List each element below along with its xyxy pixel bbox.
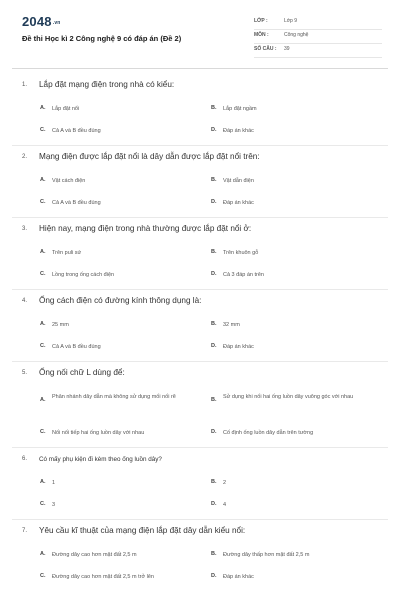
- question-text: Có mấy phụ kiện đi kèm theo ống luồn dây?: [39, 456, 162, 463]
- exam-title: Đề thi Học kì 2 Công nghệ 9 có đáp án (Đề 2): [22, 34, 182, 43]
- question-separator: [12, 447, 388, 448]
- header-divider: [12, 68, 388, 69]
- exam-header: [0, 0, 400, 70]
- meta-key: MÔN :: [254, 32, 269, 38]
- question-4: 4. Ống cách điện có đường kính thông dụng là: A. 25 mm B. 32 mm C. Cả A và B đều đúng D. Đáp án khác: [12, 296, 388, 362]
- meta-class: [254, 15, 382, 30]
- question-separator: [12, 145, 388, 146]
- question-text: Hiện nay, mạng điện trong nhà thường được lắp đặt nổi ở:: [39, 224, 252, 233]
- meta-question-count: [254, 43, 382, 58]
- question-number: 7.: [22, 528, 28, 534]
- meta-value: Lớp 9: [284, 18, 298, 24]
- meta-value: 39: [284, 46, 290, 52]
- question-number: 4.: [22, 298, 28, 304]
- meta-key: LỚP :: [254, 18, 268, 24]
- meta-key: SỐ CÂU :: [254, 46, 277, 52]
- question-number: 2.: [22, 154, 28, 160]
- question-5: 5. Ống nối chữ L dùng để: A. Phân nhánh dây dẫn mà không sử dụng mối nối rẽ B. Sử dụng khi nối hai ống luồn dây vuông góc với nhau C. Nối nối tiếp hai ống luồn dây với nhau D. Cố định ống luồn dây dẫn trên tường: [12, 368, 388, 448]
- question-2: 2. Mạng điện được lắp đặt nổi là dây dẫn được lắp đặt nổi trên: A. Vật cách điện B. Vật dẫn điện C. Cả A và B đều đúng D. Đáp án khác: [12, 152, 388, 218]
- question-separator: [12, 217, 388, 218]
- question-number: 5.: [22, 370, 28, 376]
- question-number: 1.: [22, 82, 28, 88]
- question-separator: [12, 289, 388, 290]
- question-text: Yêu cầu kĩ thuật của mạng điện lắp đặt dây dẫn kiểu nổi:: [39, 526, 246, 535]
- question-separator: [12, 519, 388, 520]
- meta-value: Công nghệ: [284, 32, 309, 38]
- meta-subject: [254, 29, 382, 44]
- question-text: Mạng điện được lắp đặt nổi là dây dẫn được lắp đặt nổi trên:: [39, 152, 260, 161]
- question-text: Ống cách điện có đường kính thông dụng là:: [39, 296, 202, 305]
- question-separator: [12, 361, 388, 362]
- question-text: Lắp đặt mạng điện trong nhà có kiểu:: [39, 80, 175, 89]
- question-number: 6.: [22, 456, 28, 462]
- question-7: 7. Yêu cầu kĩ thuật của mạng điện lắp đặt dây dẫn kiểu nổi: A. Đường dây cao hơn mặt đất 2,5 m B. Đường dây thấp hơn mặt đất 2,5 m C. Đường dây cao hơn mặt đất 2,5 m trở lên D. Đáp án khác: [22, 526, 310, 580]
- question-6: 6. Có mấy phụ kiện đi kèm theo ống luồn dây? A. 1 B. 2 C. 3 D. 4: [12, 454, 388, 520]
- question-text: Ống nối chữ L dùng để:: [39, 368, 125, 377]
- question-3: 3. Hiện nay, mạng điện trong nhà thường được lắp đặt nổi ở: A. Trên puli sứ B. Trên khuôn gỗ C. Lồng trong ống cách điện D. Cả 3 đáp án trên: [12, 224, 388, 290]
- question-number: 3.: [22, 226, 28, 232]
- site-logo[interactable]: 2048.vn: [22, 14, 61, 29]
- question-1: 1. Lắp đặt mạng điện trong nhà có kiểu: A. Lắp đặt nổi B. Lắp đặt ngầm C. Cả A và B đều đúng D. Đáp án khác: [12, 80, 388, 146]
